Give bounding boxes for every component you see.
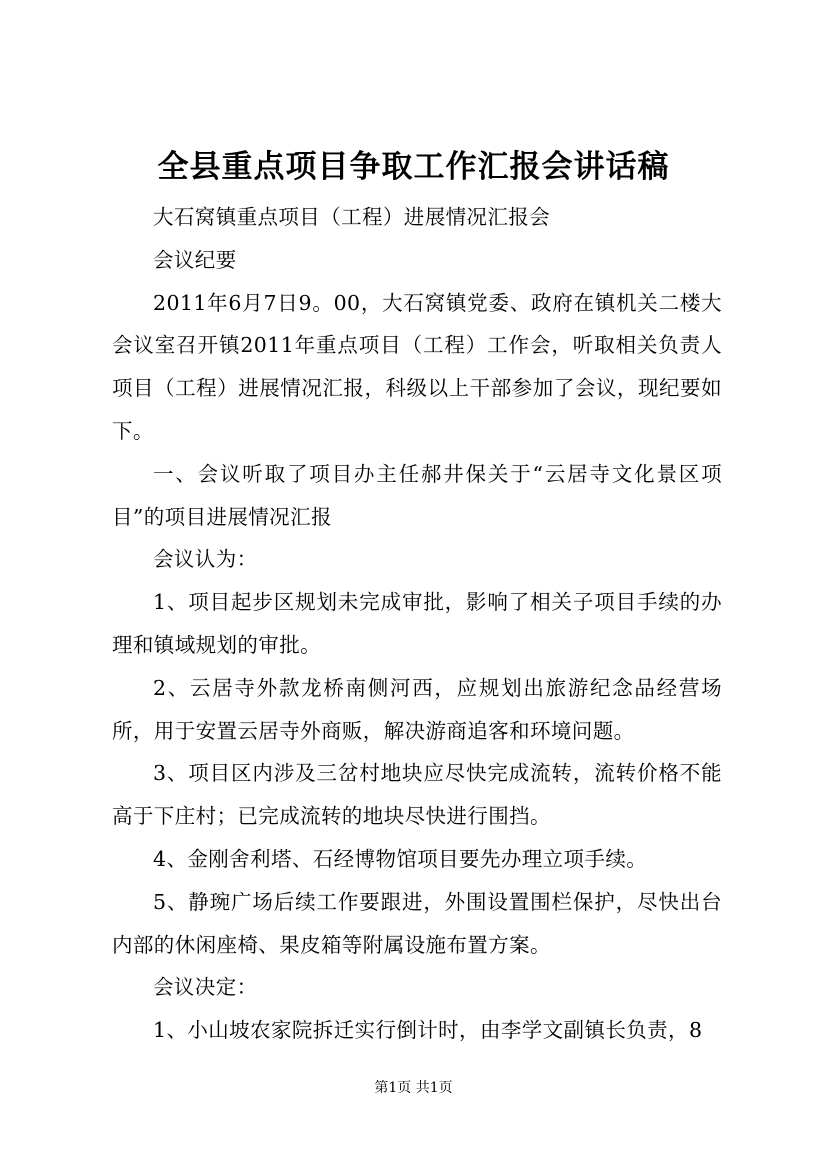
page-footer: 第1页 共1页 [374, 1080, 453, 1096]
paragraph-item-4: 4、金刚舍利塔、石经博物馆项目要先办理立项手续。 [153, 846, 648, 871]
paragraph-subtitle: 大石窝镇重点项目（工程）进展情况汇报会 [153, 205, 551, 229]
paragraph-item-2: 2、云居寺外款龙桥南侧河西，应规划出旅游纪念品经营场所，用于安置云居寺外商贩，解决游商追客和环境问题。 [112, 675, 722, 743]
paragraph-item-5: 5、静琬广场后续工作要跟进，外围设置围栏保护，尽快出台内部的休闲座椅、果皮箱等附属设施布置方案。 [112, 889, 722, 957]
paragraph-meeting-decision: 会议决定： [153, 975, 258, 1000]
paragraph-item-1: 1、项目起步区规划未完成审批，影响了相关子项目手续的办理和镇域规划的审批。 [112, 590, 722, 657]
paragraph-section-one: 一、会议听取了项目办主任郝井保关于“云居寺文化景区项目”的项目进展情况汇报 [112, 461, 722, 529]
paragraph-meeting-intro: 2011年6月7日9。00，大石窝镇党委、政府在镇机关二楼大会议室召开镇2011年重点项目（工程）工作会，听取相关负责人项目（工程）进展情况汇报，科级以上干部参加了会议，现纪要如下。 [112, 290, 722, 443]
paragraph-minutes-heading: 会议纪要 [153, 247, 237, 272]
document-title: 全县重点项目争取工作汇报会讲话稿 [157, 149, 670, 185]
paragraph-meeting-opinion: 会议认为： [153, 547, 258, 572]
paragraph-item-3: 3、项目区内涉及三岔村地块应尽快完成流转，流转价格不能高于下庄村；已完成流转的地块尽快进行围挡。 [112, 761, 722, 829]
document-body [112, 196, 722, 1052]
paragraph-decision-1: 1、小山坡农家院拆迁实行倒计时，由李学文副镇长负责，8 [153, 1018, 703, 1043]
